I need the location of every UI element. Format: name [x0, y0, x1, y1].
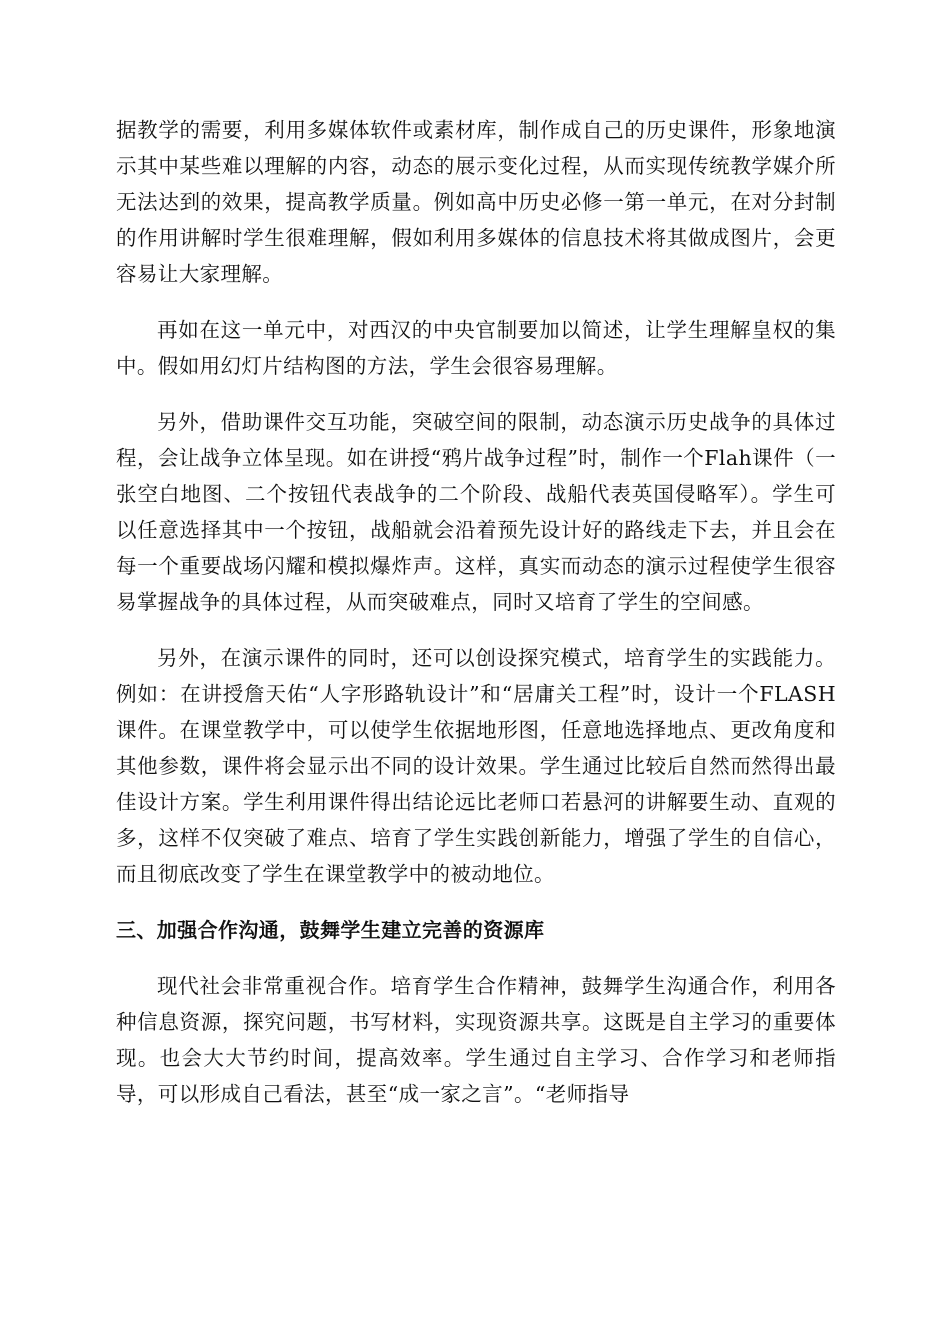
document-body — [116, 112, 836, 1132]
section-heading: 三、加强合作沟通，鼓舞学生建立完善的资源库 — [116, 918, 545, 942]
paragraph-continued: 据教学的需要，利用多媒体软件或素材库，制作成自己的历史课件，形象地演示其中某些难以理解的内容，动态的展示变化过程，从而实现传统教学媒介所无法达到的效果，提高教学质量。例如高中历史必修一第一单元，在对分封制的作用讲解时学生很难理解，假如利用多媒体的信息技术将其做成图片，会更容易让大家理解。 — [116, 118, 836, 286]
paragraph-exploration-mode: 另外，在演示课件的同时，还可以创设探究模式，培育学生的实践能力。例如：在讲授詹天佑“人字形路轨设计”和“居庸关工程”时，设计一个FLASH课件。在课堂教学中，可以使学生依据地形图，任意地选择地点、更改角度和其他参数，课件将会显示出不同的设计效果。学生通过比较后自然而然得出最佳设计方案。学生利用课件得出结论远比老师口若悬河的讲解要生动、直观的多，这样不仅突破了难点、培育了学生实践创新能力，增强了学生的自信心，而且彻底改变了学生在课堂教学中的被动地位。 — [116, 646, 836, 886]
paragraph-cooperation: 现代社会非常重视合作。培育学生合作精神，鼓舞学生沟通合作，利用各种信息资源，探究问题，书写材料，实现资源共享。这既是自主学习的重要体现。也会大大节约时间，提高效率。学生通过自主学习、合作学习和老师指导，可以形成自己看法，甚至“成一家之言”。“老师指导 — [116, 974, 836, 1106]
paragraph-opium-war-courseware: 另外，借助课件交互功能，突破空间的限制，动态演示历史战争的具体过程，会让战争立体呈现。如在讲授“鸦片战争过程”时，制作一个Flah课件（一张空白地图、二个按钮代表战争的二个阶段、战船代表英国侵略军）。学生可以任意选择其中一个按钮，战船就会沿着预先设计好的路线走下去，并且会在每一个重要战场闪耀和模拟爆炸声。这样，真实而动态的演示过程使学生很容易掌握战争的具体过程，从而突破难点，同时又培育了学生的空间感。 — [116, 410, 836, 614]
paragraph-central-officials: 再如在这一单元中，对西汉的中央官制要加以简述，让学生理解皇权的集中。假如用幻灯片结构图的方法，学生会很容易理解。 — [116, 318, 836, 378]
